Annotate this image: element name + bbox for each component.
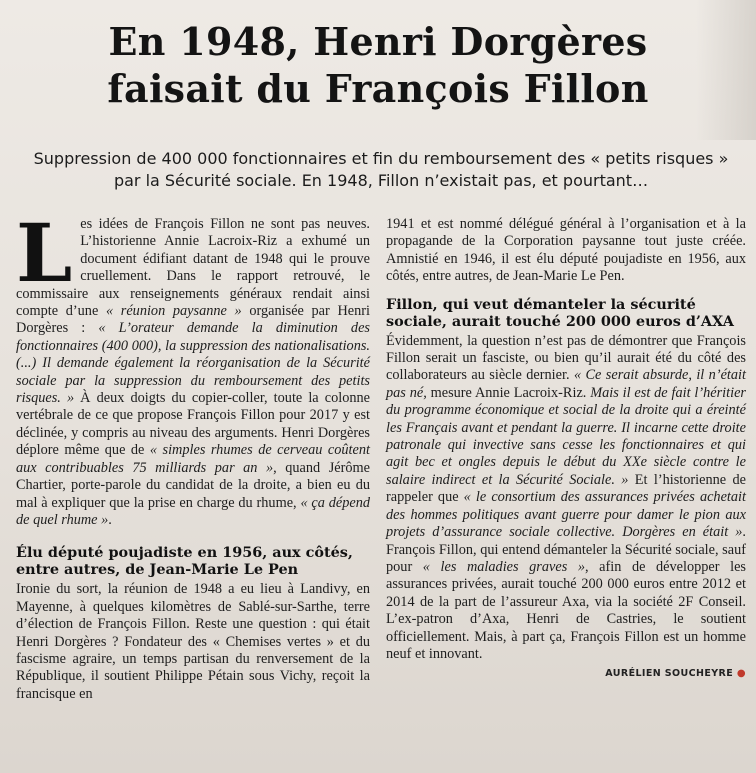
headline (10, 18, 746, 112)
byline (386, 665, 746, 682)
byline-author: AURÉLIEN SOUCHEYRE (605, 668, 734, 680)
text-run: Évidemment, la question n’est pas de démontrer que François Fillon serait un fasciste, ou bien qu’il aurait été du côté des collaborateurs au siècle dernier. (386, 332, 746, 384)
text-run: À deux doigts du copier-coller, toute la colonne vertébrale de ce que propose François Fillon pour 2017 y est déclinée, y compris au niveau des arguments. Henri Dorgères déplore même que de (16, 390, 370, 459)
text-run: . (108, 511, 112, 528)
text-run: es idées de François Fillon ne sont pas neuves. L’historienne Annie Lacroix-Riz a exhumé un document édifiant datant de 1948 qui le prouve cruellement. Dans le rapport retrouvé, le commissaire aux renseignements généraux rendait ainsi compte d’une (16, 216, 370, 320)
left-column (16, 206, 371, 703)
text-run: , quand Jérôme Chartier, porte-parole du candidat de la droite, a bien eu du mal à expliquer que la prise en charge du rhume, (16, 459, 370, 511)
left-paragraph-2: Ironie du sort, la réunion de 1948 a eu lieu à Landivy, en Mayenne, à quelques kilomètres de Sablé-sur-Sarthe, terre d’élection de François Fillon. Reste une question : qui était Henri Dorgères ? Fondateur des « Chemises vertes » et du fascisme agraire, un temps partisan du renversement de la République, il soutient Philippe Pétain sous Vichy, reçoit la francisque en (16, 581, 370, 702)
text-run: Et l’historienne de rappeler que (386, 471, 746, 506)
left-subheading: Élu député poujadiste en 1956, aux côtés, entre autres, de Jean-Marie Le Pen (16, 544, 353, 579)
quote-run: « réunion paysanne » (105, 303, 242, 320)
right-subheading: Fillon, qui veut démanteler la sécurité sociale, aurait touché 200 000 euros d’AXA (386, 295, 734, 330)
left-paragraph-1 (16, 206, 371, 529)
right-paragraph-2 (386, 333, 746, 664)
quote-run: « les maladies graves » (422, 558, 585, 575)
text-run: , afin de développer les assurances privées, aurait touché 200 000 euros entre 2012 et 2014 de la part de l’assureur Axa, via la société 2F Conseil. L’ex-patron d’Axa, Henri de Castries, le soutient officiellement. Mais, à part ça, François Fillon est un homme neuf et innovant. (386, 558, 746, 662)
right-column (386, 216, 746, 683)
standfirst: Suppression de 400 000 fonctionnaires et fin du remboursement des « petits risques » par la Sécurité sociale. En 1948, Fillon n’existait pas, et pourtant… (33, 149, 729, 190)
quote-run: « ça dépend de quel rhume » (16, 494, 371, 528)
quote-run: « le consortium des assurances privées achetait des hommes politiques avant guerre pour damer le pion aux projets d’assurance sociale collective. Dorgères en était » (386, 489, 746, 541)
headline-line-1: En 1948, Henri Dorgères (108, 19, 648, 64)
headline-line-2: faisait du François Fillon (107, 66, 649, 111)
text-run: . François Fillon, qui entend démanteler la Sécurité sociale, sauf pour (386, 524, 746, 575)
quote-run: Mais il est de fait l’héritier du programme économique et social de la droite qui a éreinté les Français avant et pendant la guerre. Il incarne cette droite patronale qui invective sans cesse les fonctionnaires et qui agit bec et ongles depuis le début du XXe siècle contre le salaire indirect et la Sécurité Sociale. » (386, 384, 746, 488)
end-mark-icon: ● (736, 668, 746, 680)
drop-cap: L (16, 206, 73, 300)
quote-run: « L’orateur demande la diminution des fonctionnaires (400 000), la suppression des nationalisations. (...) Il demande également la réorganisation de la Sécurité sociale par la suppression du remboursement des petits risques. » (16, 320, 370, 407)
quote-run: « simples rhumes de cerveau coûtent aux contribuables 75 milliards par an » (16, 442, 370, 476)
quote-run: « Ce serait absurde, il n’était pas né, (386, 367, 746, 401)
text-run: mesure Annie Lacroix-Riz. (430, 384, 591, 401)
right-paragraph-1: 1941 et est nommé délégué général à l’organisation et à la propagande de la Corporation paysanne tout juste créée. Amnistié en 1946, il est élu député poujadiste en 1956, aux côtés, entre autres, de Jean-Marie Le Pen. (386, 216, 746, 285)
text-run: organisée par Henri Dorgères : (16, 303, 370, 337)
